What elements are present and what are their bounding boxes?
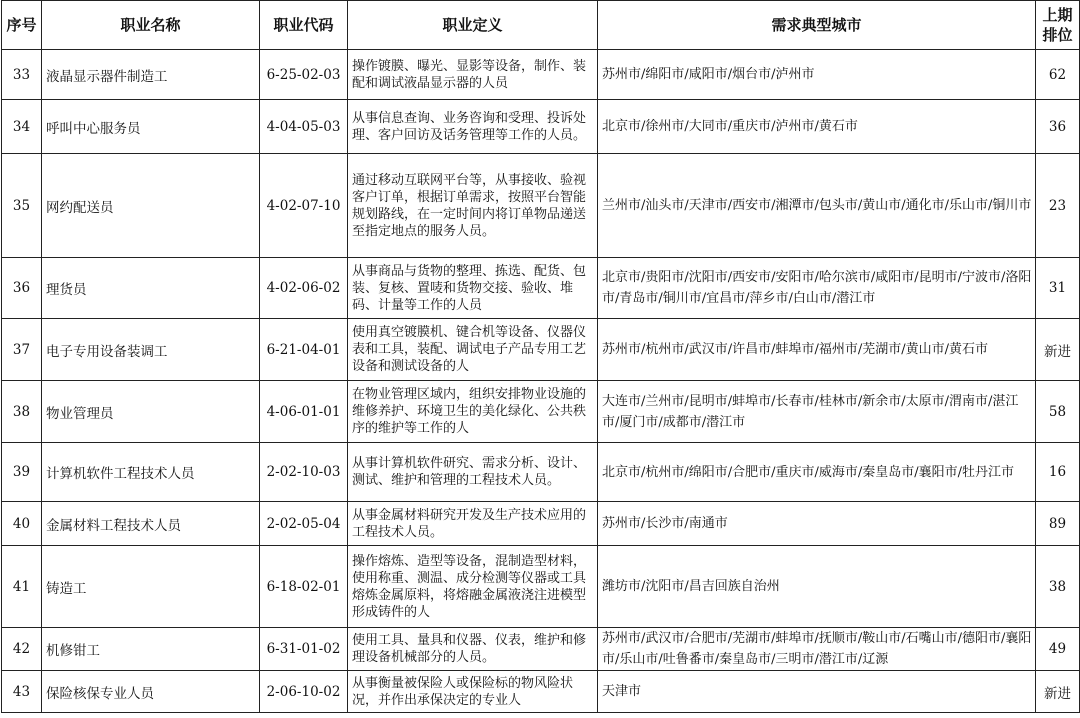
table-row: [2, 671, 1080, 713]
cell-seq: 39: [2, 443, 42, 502]
definition-text: 操作镀膜、曝光、显影等设备，制作、装配和调试液晶显示器的人员: [352, 58, 587, 91]
cell-definition: [348, 50, 598, 100]
cell-code: 6-18-02-01: [260, 546, 348, 628]
cell-code: 6-31-01-02: [260, 628, 348, 671]
cell-seq: 43: [2, 671, 42, 713]
table-row: [2, 258, 1080, 319]
cell-name: 机修钳工: [42, 628, 260, 671]
cell-rank: 58: [1036, 381, 1080, 443]
definition-text: 从事衡量被保险人或保险标的物风险状况，并作出承保决定的专业人: [352, 675, 574, 708]
cell-seq: 40: [2, 502, 42, 546]
cell-cities: 兰州市/汕头市/天津市/西安市/湘潭市/包头市/黄山市/通化市/乐山市/铜川市: [598, 154, 1036, 258]
header-cities: 需求典型城市: [598, 1, 1036, 50]
cell-name: 金属材料工程技术人员: [42, 502, 260, 546]
cell-code: 4-02-06-02: [260, 258, 348, 319]
cell-name: 网约配送员: [42, 154, 260, 258]
definition-text: 操作熔炼、造型等设备，混制造型材料，使用称重、测温、成分检测等仪器或工具熔炼金属原料，将熔融金属液浇注进模型形成铸件的人: [352, 553, 587, 620]
cell-code: 6-21-04-01: [260, 319, 348, 381]
cell-code: 6-25-02-03: [260, 50, 348, 100]
cell-code: 2-02-05-04: [260, 502, 348, 546]
table-row: [2, 50, 1080, 100]
cell-definition: [348, 381, 598, 443]
cell-name: 保险核保专业人员: [42, 671, 260, 713]
cell-definition: [348, 443, 598, 502]
cell-definition: [348, 546, 598, 628]
cell-seq: 42: [2, 628, 42, 671]
cell-rank: 36: [1036, 100, 1080, 154]
cell-cities: 苏州市/杭州市/武汉市/许昌市/蚌埠市/福州市/芜湖市/黄山市/黄石市: [598, 319, 1036, 381]
table-row: [2, 100, 1080, 154]
table-row: [2, 443, 1080, 502]
cell-rank: 23: [1036, 154, 1080, 258]
header-seq: 序号: [2, 1, 42, 50]
table-row: [2, 319, 1080, 381]
cell-code: 4-02-07-10: [260, 154, 348, 258]
cell-rank: 49: [1036, 628, 1080, 671]
cell-code: 2-02-10-03: [260, 443, 348, 502]
cell-rank: 16: [1036, 443, 1080, 502]
cell-code: 4-04-05-03: [260, 100, 348, 154]
definition-text: 通过移动互联网平台等，从事接收、验视客户订单，根据订单需求，按照平台智能规划路线，在一定时间内将订单物品递送至指定地点的服务人员。: [352, 172, 587, 239]
cell-name: 液晶显示器件制造工: [42, 50, 260, 100]
cell-cities: 北京市/贵阳市/沈阳市/西安市/安阳市/哈尔滨市/咸阳市/昆明市/宁波市/洛阳市/青岛市/铜川市/宜昌市/萍乡市/白山市/潜江市: [598, 258, 1036, 319]
cell-rank: 38: [1036, 546, 1080, 628]
cell-seq: 41: [2, 546, 42, 628]
cell-cities: 北京市/徐州市/大同市/重庆市/泸州市/黄石市: [598, 100, 1036, 154]
table-row: [2, 546, 1080, 628]
cell-rank: 新进: [1036, 319, 1080, 381]
cell-seq: 35: [2, 154, 42, 258]
cell-cities: 苏州市/长沙市/南通市: [598, 502, 1036, 546]
cell-definition: [348, 628, 598, 671]
cell-definition: [348, 100, 598, 154]
table-header-row: [2, 1, 1080, 50]
header-rank: [1036, 1, 1080, 50]
cell-cities: 苏州市/武汉市/合肥市/芜湖市/蚌埠市/抚顺市/鞍山市/石嘴山市/德阳市/襄阳市/乐山市/吐鲁番市/秦皇岛市/三明市/潜江市/辽源: [598, 628, 1036, 671]
occupation-demand-table: [1, 0, 1080, 713]
definition-text: 从事信息查询、业务咨询和受理、投诉处理、客户回访及话务管理等工作的人员。: [352, 110, 587, 143]
header-rank-line1: 上期: [1042, 6, 1073, 24]
cell-name: 计算机软件工程技术人员: [42, 443, 260, 502]
table-row: [2, 381, 1080, 443]
definition-text: 从事计算机软件研究、需求分析、设计、测试、维护和管理的工程技术人员。: [352, 456, 587, 488]
cell-rank: 31: [1036, 258, 1080, 319]
cell-rank: 89: [1036, 502, 1080, 546]
table-row: [2, 628, 1080, 671]
cell-seq: 37: [2, 319, 42, 381]
cell-definition: [348, 154, 598, 258]
cell-name: 物业管理员: [42, 381, 260, 443]
definition-text: 在物业管理区域内，组织安排物业设施的维修养护、环境卫生的美化绿化、公共秩序的维护等工作的人: [352, 387, 587, 436]
header-name: 职业名称: [42, 1, 260, 50]
cell-seq: 38: [2, 381, 42, 443]
definition-text: 使用工具、量具和仪器、仪表，维护和修理设备机械部分的人员。: [352, 633, 587, 665]
cell-seq: 33: [2, 50, 42, 100]
cell-name: 呼叫中心服务员: [42, 100, 260, 154]
header-code: 职业代码: [260, 1, 348, 50]
cell-seq: 36: [2, 258, 42, 319]
definition-text: 从事商品与货物的整理、拣选、配货、包装、复核、置唛和货物交接、验收、堆码、计量等工作的人员: [352, 263, 587, 313]
table-row: [2, 502, 1080, 546]
cell-seq: 34: [2, 100, 42, 154]
table-row: [2, 154, 1080, 258]
definition-text: 使用真空镀膜机、键合机等设备、仪器仪表和工具，装配、调试电子产品专用工艺设备和测试设备的人: [352, 325, 587, 374]
cell-rank: 62: [1036, 50, 1080, 100]
cell-cities: 大连市/兰州市/昆明市/蚌埠市/长春市/桂林市/新余市/太原市/渭南市/湛江市/厦门市/成都市/潜江市: [598, 381, 1036, 443]
cell-code: 2-06-10-02: [260, 671, 348, 713]
cell-definition: [348, 258, 598, 319]
cell-name: 理货员: [42, 258, 260, 319]
cell-rank: 新进: [1036, 671, 1080, 713]
header-rank-line2: 排位: [1042, 26, 1073, 44]
cell-cities: 潍坊市/沈阳市/昌吉回族自治州: [598, 546, 1036, 628]
header-definition: 职业定义: [348, 1, 598, 50]
cell-definition: [348, 502, 598, 546]
cell-cities: 北京市/杭州市/绵阳市/合肥市/重庆市/威海市/秦皇岛市/襄阳市/牡丹江市: [598, 443, 1036, 502]
cell-cities: 天津市: [598, 671, 1036, 713]
cell-definition: [348, 319, 598, 381]
cell-definition: [348, 671, 598, 713]
definition-text: 从事金属材料研究开发及生产技术应用的工程技术人员。: [352, 507, 587, 540]
cell-cities: 苏州市/绵阳市/咸阳市/烟台市/泸州市: [598, 50, 1036, 100]
cell-name: 铸造工: [42, 546, 260, 628]
table-body: [2, 50, 1080, 713]
cell-name: 电子专用设备装调工: [42, 319, 260, 381]
cell-code: 4-06-01-01: [260, 381, 348, 443]
